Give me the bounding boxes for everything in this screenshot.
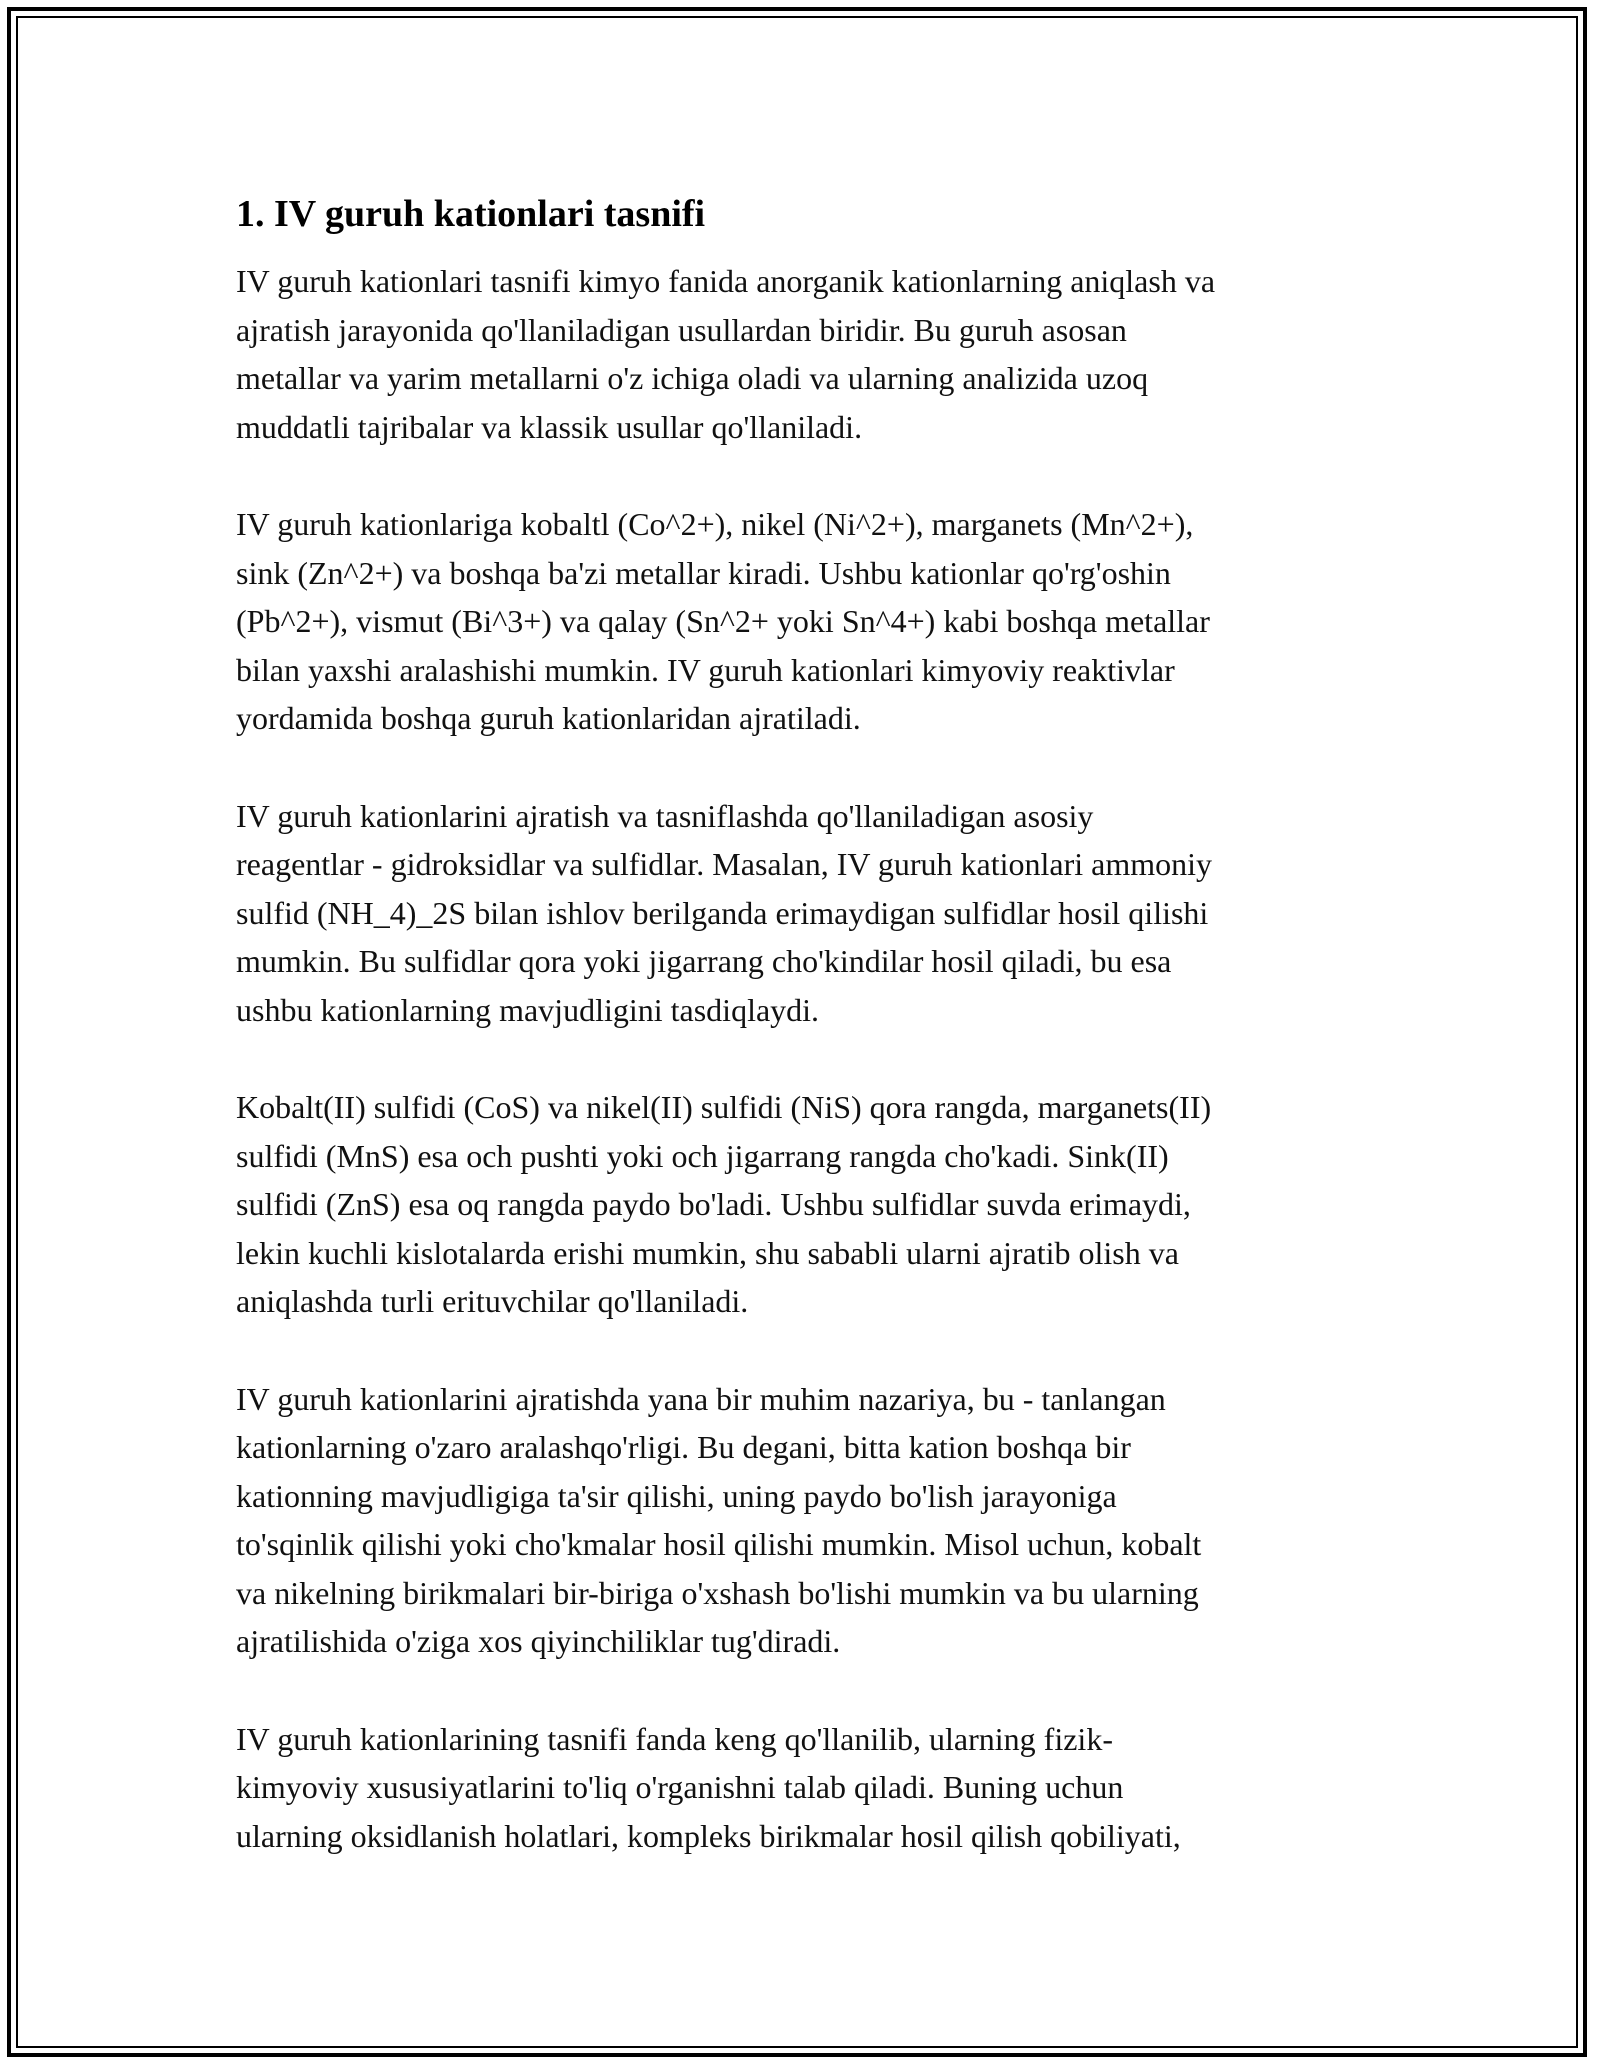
paragraph-line: IV guruh kationlarini ajratish va tasniflashda qo'llaniladigan asosiy	[236, 797, 1094, 834]
paragraph	[236, 257, 1366, 451]
paragraph-line: sink (Zn^2+) va boshqa ba'zi metallar kiradi. Ushbu kationlar qo'rg'oshin	[236, 554, 1171, 591]
paragraph	[236, 1715, 1366, 1861]
paragraph	[236, 1375, 1366, 1666]
paragraph-line: IV guruh kationlari tasnifi kimyo fanida anorganik kationlarning aniqlash va	[236, 263, 1216, 299]
paragraph-line: IV guruh kationlariga kobaltl (Co^2+), nikel (Ni^2+), marganets (Mn^2+),	[236, 506, 1194, 542]
paragraph-line: aniqlashda turli erituvchilar qo'llaniladi.	[236, 1283, 749, 1319]
paragraph-line: lekin kuchli kislotalarda erishi mumkin, shu sababli ularni ajratib olish va	[236, 1234, 1179, 1271]
paragraph-line: sulfidi (MnS) esa och pushti yoki och jigarrang rangda cho'kadi. Sink(II)	[236, 1137, 1169, 1174]
paragraph	[236, 792, 1366, 1035]
paragraph-line: (Pb^2+), vismut (Bi^3+) va qalay (Sn^2+ yoki Sn^4+) kabi boshqa metallar	[236, 603, 1210, 639]
paragraph-line: kimyoviy xususiyatlarini to'liq o'rganishni talab qiladi. Buning uchun	[236, 1769, 1124, 1805]
paragraph-list	[236, 257, 1366, 1860]
paragraph-line: IV guruh kationlarini ajratishda yana bir muhim nazariya, bu - tanlangan	[236, 1380, 1166, 1417]
paragraph-line: ularning oksidlanish holatlari, kompleks birikmalar hosil qilish qobiliyati,	[236, 1817, 1181, 1854]
paragraph-line: ajratish jarayonida qo'llaniladigan usullardan biridir. Bu guruh asosan	[236, 311, 1127, 348]
paragraph-line: to'sqinlik qilishi yoki cho'kmalar hosil qilishi mumkin. Misol uchun, kobalt	[236, 1526, 1202, 1562]
paragraph-line: mumkin. Bu sulfidlar qora yoki jigarrang cho'kindilar hosil qiladi, bu esa	[236, 943, 1172, 979]
paragraph-line: kationlarning o'zaro aralashqo'rligi. Bu degani, bitta kation boshqa bir	[236, 1429, 1131, 1465]
paragraph-line: yordamida boshqa guruh kationlaridan ajratiladi.	[236, 700, 861, 736]
paragraph-line: metallar va yarim metallarni o'z ichiga oladi va ularning analizida uzoq	[236, 360, 1149, 396]
paragraph-line: sulfidi (ZnS) esa oq rangda paydo bo'ladi. Ushbu sulfidlar suvda erimaydi,	[236, 1186, 1191, 1222]
paragraph	[236, 500, 1366, 743]
paragraph-line: muddatli tajribalar va klassik usullar qo'llaniladi.	[236, 408, 863, 445]
paragraph-line: ajratilishida o'ziga xos qiyinchiliklar tug'diradi.	[236, 1623, 841, 1659]
paragraph	[236, 1083, 1366, 1326]
paragraph-line: va nikelning birikmalari bir-biriga o'xshash bo'lishi mumkin va bu ularning	[236, 1574, 1199, 1611]
paragraph-line: sulfid (NH_4)_2S bilan ishlov berilganda erimaydigan sulfidlar hosil qilishi	[236, 894, 1209, 931]
paragraph-line: bilan yaxshi aralashishi mumkin. IV guruh kationlari kimyoviy reaktivlar	[236, 651, 1175, 688]
paragraph-line: IV guruh kationlarining tasnifi fanda keng qo'llanilib, ularning fizik-	[236, 1720, 1113, 1757]
section-heading: 1. IV guruh kationlari tasnifi	[236, 193, 706, 235]
paragraph-line: ushbu kationlarning mavjudligini tasdiqlaydi.	[236, 991, 820, 1028]
paragraph-line: Kobalt(II) sulfidi (CoS) va nikel(II) sulfidi (NiS) qora rangda, marganets(II)	[236, 1089, 1212, 1125]
paragraph-line: reagentlar - gidroksidlar va sulfidlar. Masalan, IV guruh kationlari ammoniy	[236, 846, 1213, 882]
document-body	[236, 188, 1366, 1860]
paragraph-line: kationning mavjudligiga ta'sir qilishi, uning paydo bo'lish jarayoniga	[236, 1477, 1117, 1514]
